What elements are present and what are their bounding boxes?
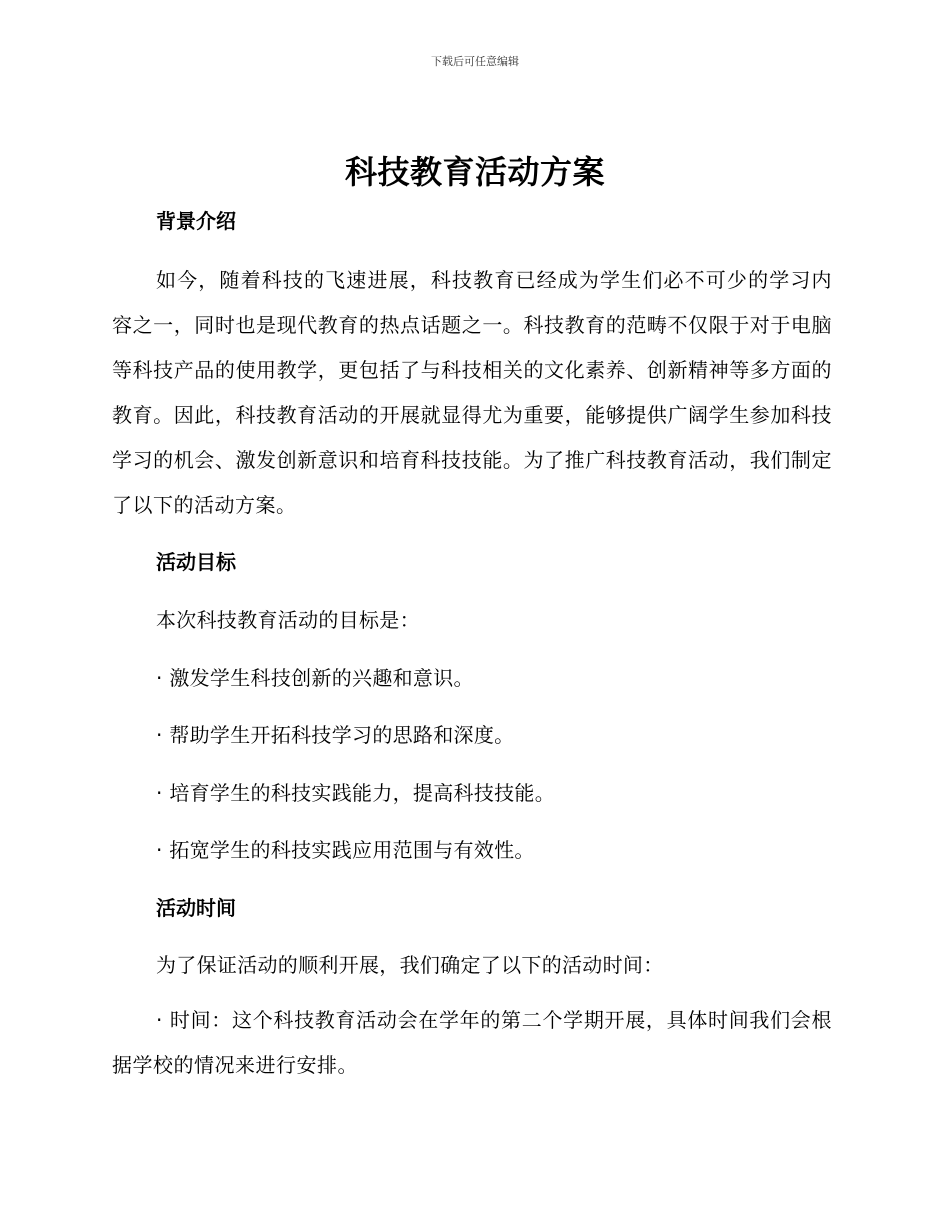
time-intro: 为了保证活动的顺利开展，我们确定了以下的活动时间： [156,952,664,977]
goal-item: · 帮助学生开拓科技学习的思路和深度。 [156,723,515,747]
header-note: 下载后可任意编辑 [431,55,519,68]
section-heading-background: 背景介绍 [156,209,236,233]
goal-item: · 拓宽学生的科技实践应用范围与有效性。 [156,838,535,862]
time-item: · 时间：这个科技教育活动会在学年的第二个学期开展，具体时间我们会根据学校的情况来进行安排。 [112,1008,832,1077]
goals-intro: 本次科技教育活动的目标是： [156,608,420,632]
section-heading-goals: 活动目标 [156,550,236,574]
goal-item: · 激发学生科技创新的兴趣和意识。 [156,665,474,690]
document-title: 科技教育活动方案 [344,153,605,191]
background-paragraph: 如今，随着科技的飞速进展，科技教育已经成为学生们必不可少的学习内容之一，同时也是现代教育的热点话题之一。科技教育的范畴不仅限于对于电脑等科技产品的使用教学，更包括了与科技相关的文化素养、创新精神等多方面的教育。因此，科技教育活动的开展就显得尤为重要，能够提供广阔学生参加科技学习的机会、激发创新意识和培育科技技能。为了推广科技教育活动，我们制定了以下的活动方案。 [112,268,832,517]
document-body [112,196,832,1088]
section-heading-time: 活动时间 [156,895,236,920]
goal-item: · 培育学生的科技实践能力，提高科技技能。 [156,780,556,805]
